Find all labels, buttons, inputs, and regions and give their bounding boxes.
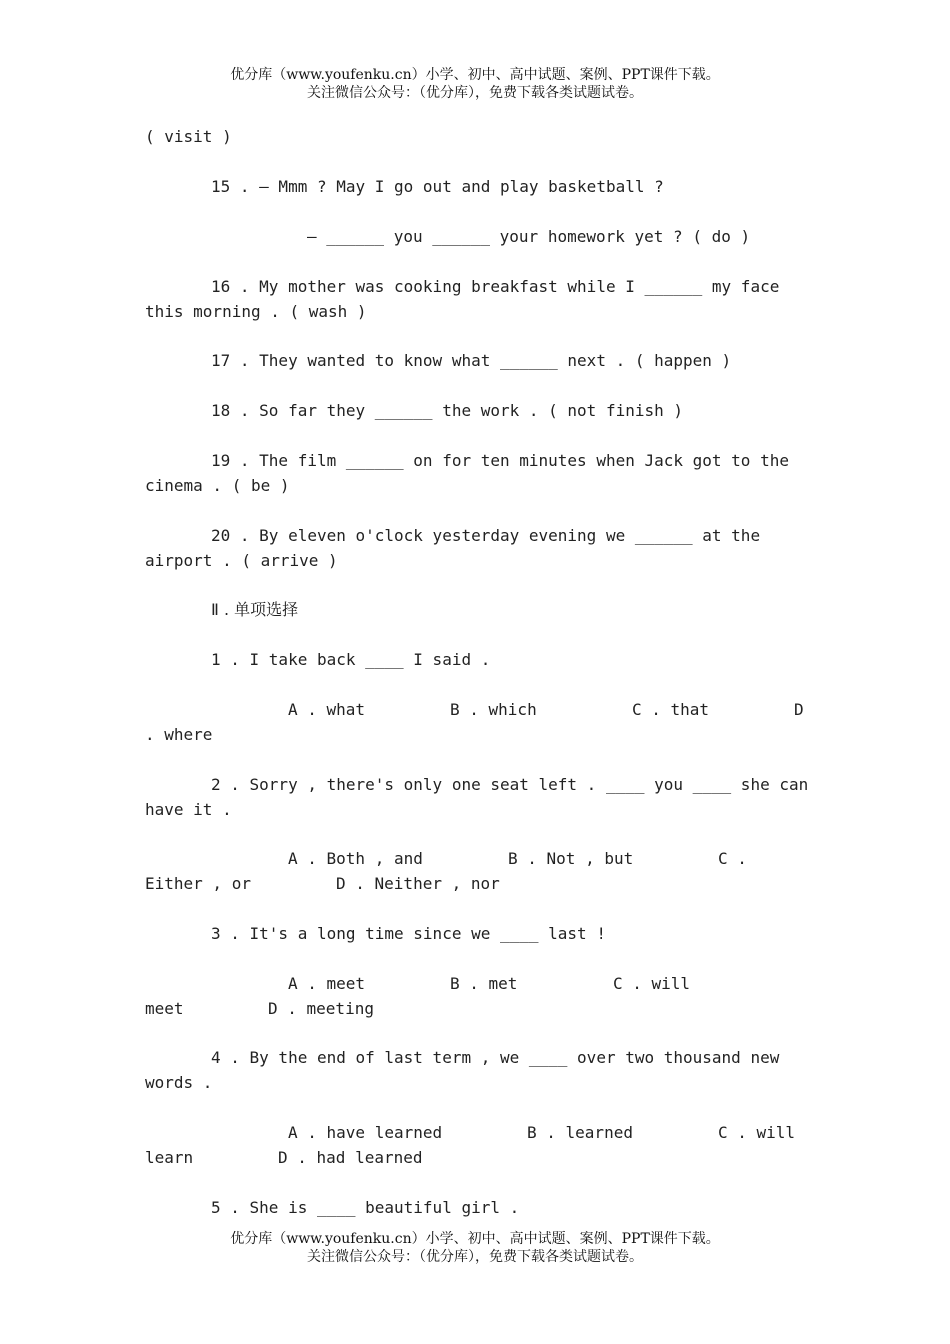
mc-2-option-b: B . Not , but (508, 849, 634, 868)
question-18: 18 . So far they ______ the work . ( not finish ) (211, 401, 684, 420)
header-line-2: 关注微信公众号：（优分库），免费下载各类试题试卷。 (307, 85, 643, 101)
mc-4-option-c-part-1: C . will (718, 1123, 796, 1142)
mc-5-stem: 5 . She is ____ beautiful girl . (211, 1198, 520, 1217)
question-19-line-1: 19 . The film ______ on for ten minutes when Jack got to the (211, 451, 789, 470)
mc-1-option-d-letter: D (794, 700, 804, 719)
question-15-line-2: — ______ you ______ your homework yet ? ( do ) (307, 227, 751, 246)
mc-4-option-b: B . learned (527, 1123, 633, 1142)
mc-4-option-a: A . have learned (288, 1123, 443, 1142)
page-footer (0, 1230, 950, 1266)
mc-3-option-a: A . meet (288, 974, 366, 993)
footer-line-1: 优分库（www.youfenku.cn）小学、初中、高中试题、案例、PPT课件下载。 (230, 1231, 720, 1247)
mc-3-option-c-part-2: meet (145, 999, 184, 1018)
question-14-hint: ( visit ) (145, 127, 232, 146)
mc-2-option-a: A . Both , and (288, 849, 423, 868)
mc-2-option-c-letter: C . (718, 849, 747, 868)
mc-3-option-b: B . met (450, 974, 518, 993)
mc-1-option-a: A . what (288, 700, 366, 719)
question-15-line-1: 15 . — Mmm ? May I go out and play basketball ? (211, 177, 664, 196)
mc-4-stem-line-2: words . (145, 1073, 213, 1092)
mc-1-option-b: B . which (450, 700, 537, 719)
mc-3-stem: 3 . It's a long time since we ____ last ! (211, 924, 606, 943)
mc-2-option-c-text: Either , or (145, 874, 251, 893)
section-heading: Ⅱ . 单项选择 (211, 600, 299, 619)
question-16-line-1: 16 . My mother was cooking breakfast while I ______ my face (211, 277, 780, 296)
question-20-line-1: 20 . By eleven o'clock yesterday evening we ______ at the (211, 526, 761, 545)
question-20-line-2: airport . ( arrive ) (145, 551, 338, 570)
page-header (0, 66, 950, 102)
question-17: 17 . They wanted to know what ______ next . ( happen ) (211, 351, 732, 370)
mc-1-option-c: C . that (632, 700, 710, 719)
mc-2-stem-line-2: have it . (145, 800, 232, 819)
mc-4-stem-line-1: 4 . By the end of last term , we ____ over two thousand new (211, 1048, 780, 1067)
mc-3-option-d: D . meeting (268, 999, 374, 1018)
question-19-line-2: cinema . ( be ) (145, 476, 290, 495)
mc-1-stem: 1 . I take back ____ I said . (211, 650, 491, 669)
mc-3-option-c-part-1: C . will (613, 974, 691, 993)
mc-1-option-d-text: . where (145, 725, 213, 744)
header-line-1: 优分库（www.youfenku.cn）小学、初中、高中试题、案例、PPT课件下载。 (230, 67, 720, 83)
mc-2-stem-line-1: 2 . Sorry , there's only one seat left . ____ you ____ she can (211, 775, 809, 794)
mc-4-option-d: D . had learned (278, 1148, 423, 1167)
mc-4-option-c-part-2: learn (145, 1148, 194, 1167)
question-16-line-2: this morning . ( wash ) (145, 302, 367, 321)
footer-line-2: 关注微信公众号：（优分库），免费下载各类试题试卷。 (307, 1249, 643, 1265)
mc-2-option-d: D . Neither , nor (336, 874, 500, 893)
